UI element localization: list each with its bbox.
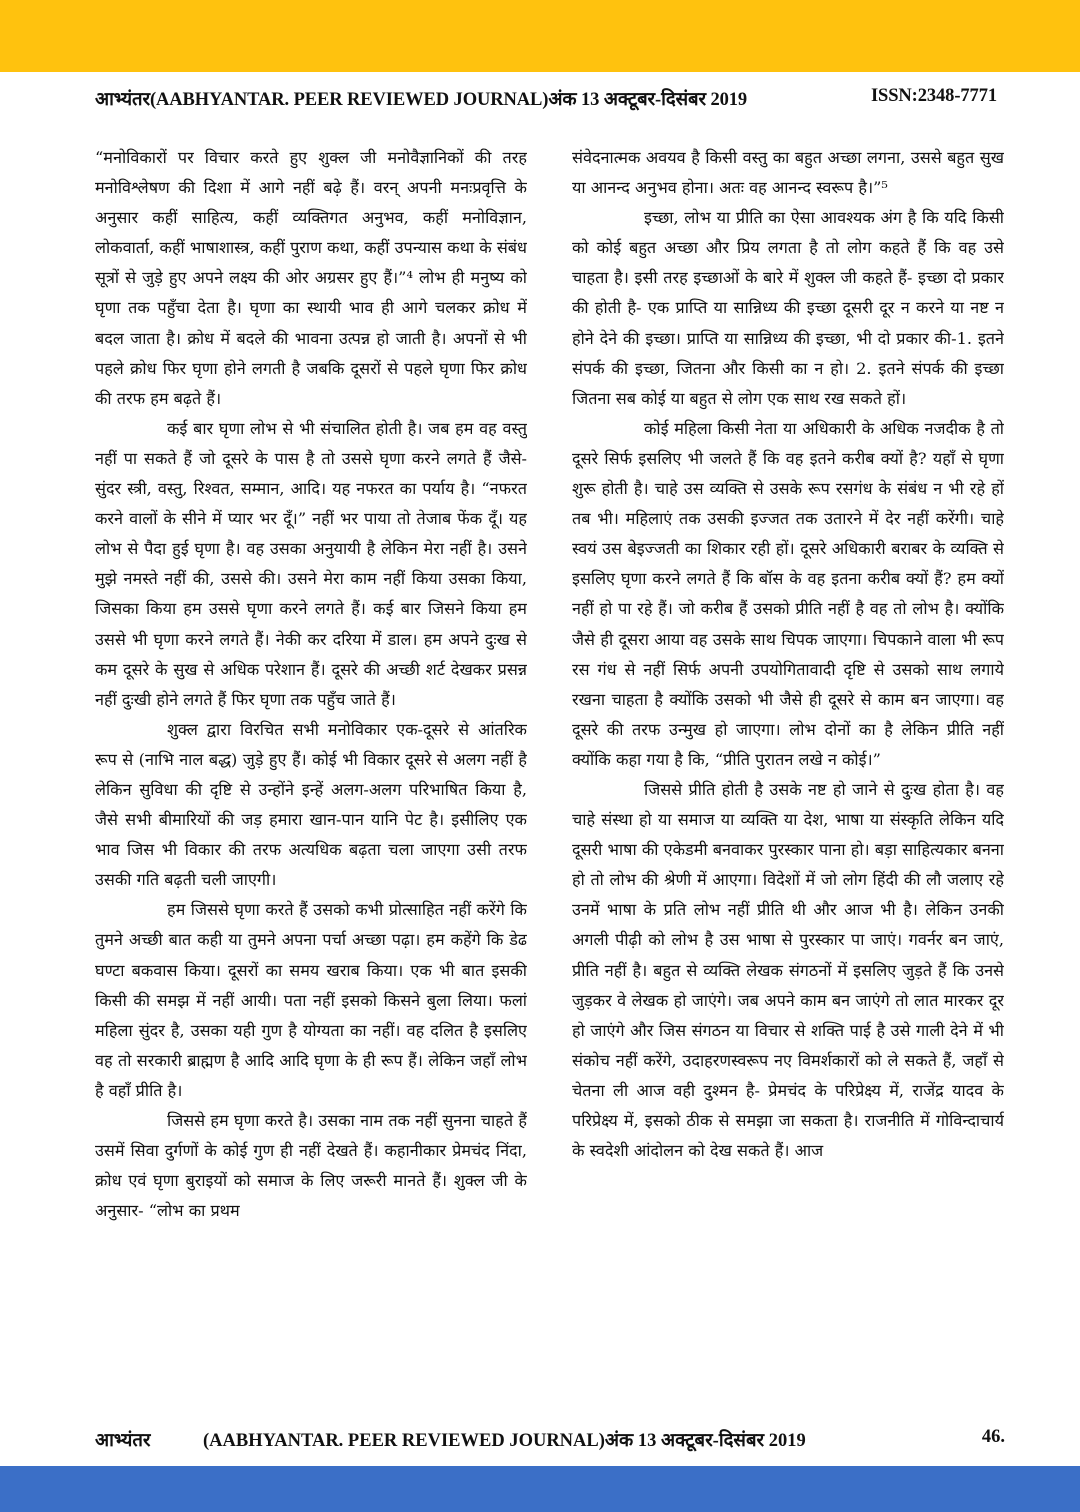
paragraph: कई बार घृणा लोभ से भी संचालित होती है। जब हम वह वस्तु नहीं पा सकते हैं जो दूसरे के पास है तो उससे घृणा करने लगते हैं जैसे- सुंदर स्त्री, वस्तु, रिश्वत, सम्मान, आदि। यह नफरत का पर्याय है। “नफरत करने वालों के सीने में प्यार भर दूँ।” नहीं भर पाया तो तेजाब फेंक दूँ। यह लोभ से पैदा हुई घृणा है। वह उसका अनुयायी है लेकिन मेरा नहीं है। उसने मुझे नमस्ते नहीं की, उससे की। उसने मेरा काम नहीं किया उसका किया, जिसका किया हम उससे घृणा करने लगते हैं। कई बार जिसने किया हम उससे भी घृणा करने लगते हैं। नेकी कर दरिया में डाल। हम अपने दुःख से कम दूसरे के सुख से अधिक परेशान हैं। दूसरे की अच्छी शर्ट देखकर प्रसन्न नहीं दुःखी होने लगते हैं फिर घृणा तक पहुँच जाते हैं। xyxy=(95,418,527,709)
footer-journal-name: आभ्यंतर xyxy=(95,1431,151,1451)
paragraph: जिससे प्रीति होती है उसके नष्ट हो जाने से दुःख होता है। वह चाहे संस्था हो या समाज या व्यक्ति या देश, भाषा या संस्कृति लेकिन यदि दूसरी भाषा की एकेडमी बनवाकर पुरस्कार पाना हो। बड़ा साहित्यकार बनना हो तो लोभ की श्रेणी में आएगा। विदेशों में जो लोग हिंदी की लौ जलाए रहे उनमें भाषा के प्रति लोभ नहीं प्रीति थी और आज भी है। लेकिन उनकी अगली पीढ़ी को लोभ है उस भाषा से पुरस्कार पा जाएं। गवर्नर बन जाएं, प्रीति नहीं है। बहुत से व्यक्ति लेखक संगठनों में इसलिए जुड़ते हैं कि उनसे जुड़कर वे लेखक हो जाएंगे। जब अपने काम बन जाएंगे तो लात मारकर दूर हो जाएंगे और जिस संगठन या विचार से शक्ति पाई है उसे गाली देने में भी संकोच नहीं करेंगे, उदाहरणस्वरूप नए विमर्शकारों को ले सकते हैं, जहाँ से चेतना ली आज वही दुश्मन है- प्रेमचंद के परिप्रेक्ष्य में, राजेंद्र यादव के परिप्रेक्ष्य में, इसको ठीक से समझा जा सकता है। राजनीति में गोविन्दाचार्य के स्वदेशी आंदोलन को देख सकते हैं। आज xyxy=(572,779,1004,1161)
right-column xyxy=(572,143,1004,1383)
paragraph: कोई महिला किसी नेता या अधिकारी के अधिक नजदीक है तो दूसरे सिर्फ इसलिए भी जलते हैं कि वह इतने करीब क्यों है? यहाँ से घृणा शुरू होती है। चाहे उस व्यक्ति से उसके रूप रसगंध के संबंध न भी रहे हों तब भी। महिलाएं तक उसकी इज्जत तक उतारने में देर नहीं करेंगी। चाहे स्वयं उस बेइज्जती का शिकार रही हों। दूसरे अधिकारी बराबर के व्यक्ति से इसलिए घृणा करने लगते हैं कि बॉस के वह इतना करीब क्यों हैं? हम क्यों नहीं हो पा रहे हैं। जो करीब हैं उसको प्रीति नहीं है वह तो लोभ है। क्योंकि जैसे ही दूसरा आया वह उसके साथ चिपक जाएगा। चिपकाने वाला भी रूप रस गंध से नहीं सिर्फ अपनी उपयोगितावादी दृष्टि से उसको साथ लगाये रखना चाहता है क्योंकि उसको भी जैसे ही दूसरे से काम बन जाएगा। वह दूसरे की तरफ उन्मुख हो जाएगा। लोभ दोनों का है लेकिन प्रीति नहीं क्योंकि कहा गया है कि, “प्रीति पुरातन लखे न कोई।” xyxy=(572,418,1004,769)
left-column xyxy=(95,143,527,1383)
footer-journal-info: (AABHYANTAR. PEER REVIEWED JOURNAL)अंक 13 अक्टूबर-दिसंबर 2019 xyxy=(203,1431,806,1451)
page-number: 46. xyxy=(981,1427,1005,1447)
paragraph: इच्छा, लोभ या प्रीति का ऐसा आवश्यक अंग है कि यदि किसी को कोई बहुत अच्छा और प्रिय लगता है तो लोग कहते हैं कि वह उसे चाहता है। इसी तरह इच्छाओं के बारे में शुक्ल जी कहते हैं- इच्छा दो प्रकार की होती है- एक प्राप्ति या सान्निध्य की इच्छा दूसरी दूर न करने या नष्ट न होने देने की इच्छा। प्राप्ति या सान्निध्य की इच्छा, भी दो प्रकार की-1. इतने संपर्क की इच्छा, जितना और किसी का न हो। 2. इतने संपर्क की इच्छा जितना सब कोई या बहुत से लोग एक साथ रख सकते हों। xyxy=(572,208,1004,408)
header-title: आभ्यंतर(AABHYANTAR. PEER REVIEWED JOURNAL)अंक 13 अक्टूबर-दिसंबर 2019 xyxy=(95,90,748,110)
paragraph: जिससे हम घृणा करते है। उसका नाम तक नहीं सुनना चाहते हैं उसमें सिवा दुर्गणों के कोई गुण ही नहीं देखते हैं। कहानीकार प्रेमचंद निंदा, क्रोध एवं घृणा बुराइयों को समाज के लिए जरूरी मानते हैं। शुक्ल जी के अनुसार- “लोभ का प्रथम xyxy=(95,1111,527,1221)
running-header xyxy=(95,86,1005,111)
paragraph: हम जिससे घृणा करते हैं उसको कभी प्रोत्साहित नहीं करेंगे कि तुमने अच्छी बात कही या तुमने अपना पर्चा अच्छा पढ़ा। हम कहेंगे कि डेढ घण्टा बकवास किया। दूसरों का समय खराब किया। एक भी बात इसकी किसी की समझ में नहीं आयी। पता नहीं इसको किसने बुला लिया। फलां महिला सुंदर है, उसका यही गुण है योग्यता का नहीं। वह दलित है इसलिए वह तो सरकारी ब्राह्मण है आदि आदि घृणा के ही रूप हैं। लेकिन जहाँ लोभ है वहाँ प्रीति है। xyxy=(95,900,527,1100)
top-color-band xyxy=(0,0,1080,72)
paragraph: “मनोविकारों पर विचार करते हुए शुक्ल जी मनोवैज्ञानिकों की तरह मनोविश्लेषण की दिशा में आगे नहीं बढ़े हैं। वरन् अपनी मनःप्रवृत्ति के अनुसार कहीं साहित्य, कहीं व्यक्तिगत अनुभव, कहीं मनोविज्ञान, लोकवार्ता, कहीं भाषाशास्त्र, कहीं पुराण कथा, कहीं उपन्यास कथा के संबंध सूत्रों से जुड़े हुए अपने लक्ष्य की ओर अग्रसर हुए हैं।”⁴ लोभ ही मनुष्य को घृणा तक पहुँचा देता है। घृणा का स्थायी भाव ही आगे चलकर क्रोध में बदल जाता है। क्रोध में बदले की भावना उत्पन्न हो जाती है। अपनों से भी पहले क्रोध फिर घृणा होने लगती है जबकि दूसरों से पहले घृणा फिर क्रोध की तरफ हम बढ़ते हैं। xyxy=(95,148,527,408)
paragraph: शुक्ल द्वारा विरचित सभी मनोविकार एक-दूसरे से आंतरिक रूप से (नाभि नाल बद्ध) जुड़े हुए हैं। कोई भी विकार दूसरे से अलग नहीं है लेकिन सुविधा की दृष्टि से उन्होंने इन्हें अलग-अलग परिभाषित किया है, जैसे सभी बीमारियों की जड़ हमारा खान-पान यानि पेट है। इसीलिए एक भाव जिस भी विकार की तरफ अत्यधिक बढ़ता चला जाएगा उसी तरफ उसकी गति बढ़ती चली जाएगी। xyxy=(95,719,527,890)
paragraph: संवेदनात्मक अवयव है किसी वस्तु का बहुत अच्छा लगना, उससे बहुत सुख या आनन्द अनुभव होना। अतः वह आनन्द स्वरूप है।”⁵ xyxy=(572,148,1004,198)
bottom-color-band xyxy=(0,1466,1080,1512)
header-issn: ISSN:2348-7771 xyxy=(870,86,997,106)
